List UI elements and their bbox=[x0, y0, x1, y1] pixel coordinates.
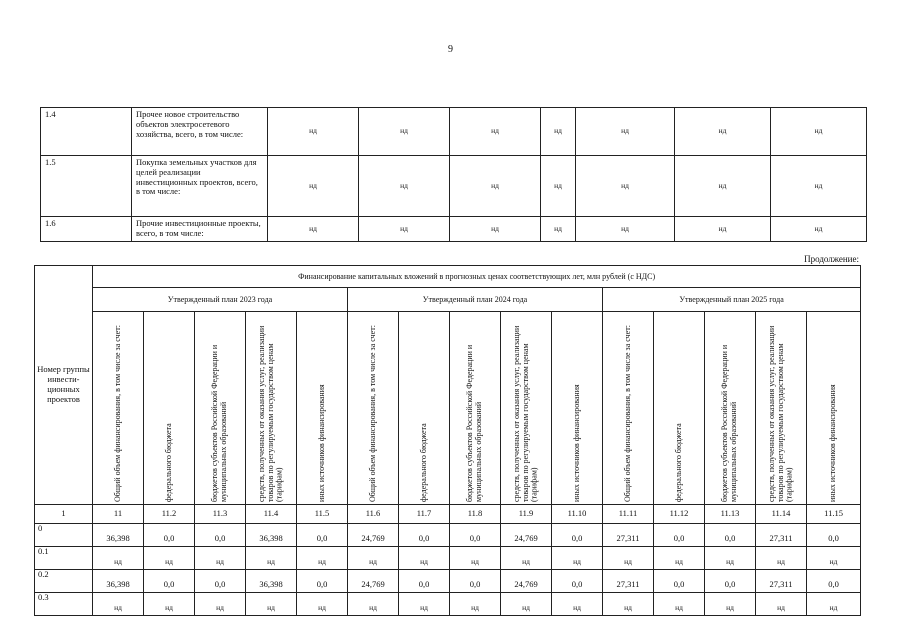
table-cell: 27,311 bbox=[756, 570, 807, 593]
table-cell: 27,311 bbox=[603, 524, 654, 547]
index-cell: 11.2 bbox=[144, 505, 195, 524]
table-cell: 0,0 bbox=[297, 570, 348, 593]
column-header bbox=[144, 312, 195, 505]
table-cell: нд bbox=[654, 593, 705, 616]
index-cell: 11.13 bbox=[705, 505, 756, 524]
top-table bbox=[40, 107, 867, 242]
table-cell: нд bbox=[195, 547, 246, 570]
table-cell: нд bbox=[246, 547, 297, 570]
table-cell: нд bbox=[654, 547, 705, 570]
column-header bbox=[348, 312, 399, 505]
index-cell: 1 bbox=[35, 505, 93, 524]
table-cell: нд bbox=[359, 108, 450, 156]
index-cell: 11.4 bbox=[246, 505, 297, 524]
row-name: Прочее новое строительство объектов электросетевого хозяйства, всего, в том числе: bbox=[132, 108, 268, 156]
index-cell: 11 bbox=[93, 505, 144, 524]
table-row bbox=[35, 547, 861, 570]
table-cell: нд bbox=[771, 108, 867, 156]
table-cell: 36,398 bbox=[246, 524, 297, 547]
column-header-label: федерального бюджета bbox=[673, 423, 683, 502]
page-number: 9 bbox=[448, 44, 453, 55]
column-header bbox=[807, 312, 861, 505]
row-label: 0.3 bbox=[35, 593, 93, 616]
continuation-label: Продолжение: bbox=[804, 254, 859, 264]
financing-header: Финансирование капитальных вложений в прогнозных ценах соответствующих лет, млн рублей (с НДС) bbox=[93, 266, 861, 288]
table-cell: нд bbox=[450, 547, 501, 570]
table-cell: нд bbox=[576, 108, 675, 156]
table-cell: нд bbox=[576, 156, 675, 217]
table-cell: нд bbox=[541, 108, 576, 156]
index-cell: 11.3 bbox=[195, 505, 246, 524]
table-cell: нд bbox=[268, 108, 359, 156]
index-cell: 11.7 bbox=[399, 505, 450, 524]
table-cell: нд bbox=[359, 217, 450, 242]
table-cell: нд bbox=[675, 217, 771, 242]
column-header-label: Общий объем финансирования, в том числе за счет: bbox=[367, 325, 377, 502]
row-number: 1.6 bbox=[41, 217, 132, 242]
row-name: Покупка земельных участков для целей реализации инвестиционных проектов, всего, в том числе: bbox=[132, 156, 268, 217]
table-cell: нд bbox=[450, 217, 541, 242]
table-cell: 0,0 bbox=[195, 524, 246, 547]
table-cell: нд bbox=[807, 547, 861, 570]
row-number: 1.5 bbox=[41, 156, 132, 217]
table-cell: нд bbox=[807, 593, 861, 616]
table-cell: 36,398 bbox=[93, 570, 144, 593]
table-cell: нд bbox=[576, 217, 675, 242]
financing-table bbox=[34, 265, 861, 616]
column-header bbox=[399, 312, 450, 505]
column-header-label: средств, полученных от оказания услуг, реализации товаров по регулируемым государством ценам (тарифам) bbox=[256, 325, 284, 502]
table-cell: нд bbox=[93, 547, 144, 570]
table-cell: нд bbox=[450, 108, 541, 156]
plan-2025-header: Утвержденный план 2025 года bbox=[603, 288, 861, 312]
table-cell: нд bbox=[771, 156, 867, 217]
column-header-label: иных источников финансирования bbox=[828, 384, 838, 502]
column-header bbox=[450, 312, 501, 505]
table-cell: нд bbox=[144, 547, 195, 570]
index-cell: 11.12 bbox=[654, 505, 705, 524]
index-cell: 11.8 bbox=[450, 505, 501, 524]
row-label: 0.1 bbox=[35, 547, 93, 570]
table-cell: нд bbox=[501, 593, 552, 616]
table-cell: нд bbox=[603, 593, 654, 616]
table-cell: 0,0 bbox=[297, 524, 348, 547]
index-cell: 11.9 bbox=[501, 505, 552, 524]
table-row bbox=[35, 593, 861, 616]
table-cell: нд bbox=[359, 156, 450, 217]
table-cell: нд bbox=[675, 156, 771, 217]
table-cell: нд bbox=[552, 547, 603, 570]
table-cell: нд bbox=[705, 547, 756, 570]
table-cell: нд bbox=[246, 593, 297, 616]
table-row bbox=[41, 156, 867, 217]
table-cell: 0,0 bbox=[807, 570, 861, 593]
plan-2024-header: Утвержденный план 2024 года bbox=[348, 288, 603, 312]
column-header bbox=[552, 312, 603, 505]
column-header-label: бюджетов субъектов Российской Федерации и муниципальных образований bbox=[210, 344, 228, 502]
table-cell: 0,0 bbox=[399, 570, 450, 593]
table-cell: 0,0 bbox=[705, 524, 756, 547]
table-cell: нд bbox=[348, 547, 399, 570]
row-number: 1.4 bbox=[41, 108, 132, 156]
column-header bbox=[654, 312, 705, 505]
column-header-label: Общий объем финансирования, в том числе за счет: bbox=[622, 325, 632, 502]
row-label: 0.2 bbox=[35, 570, 93, 593]
table-cell: 0,0 bbox=[144, 570, 195, 593]
index-cell: 11.15 bbox=[807, 505, 861, 524]
column-header bbox=[246, 312, 297, 505]
row-label: 0 bbox=[35, 524, 93, 547]
table-cell: 0,0 bbox=[399, 524, 450, 547]
table-cell: нд bbox=[348, 593, 399, 616]
table-cell: нд bbox=[756, 547, 807, 570]
table-cell: нд bbox=[541, 217, 576, 242]
column-header-label: иных источников финансирования bbox=[316, 384, 326, 502]
table-cell: 0,0 bbox=[705, 570, 756, 593]
table-cell: 0,0 bbox=[450, 570, 501, 593]
table-cell: нд bbox=[675, 108, 771, 156]
column-header bbox=[603, 312, 654, 505]
column-header-label: Общий объем финансирования, в том числе за счет: bbox=[112, 325, 122, 502]
table-cell: 24,769 bbox=[501, 570, 552, 593]
table-cell: нд bbox=[268, 156, 359, 217]
table-cell: нд bbox=[756, 593, 807, 616]
table-cell: нд bbox=[541, 156, 576, 217]
table-cell: 36,398 bbox=[93, 524, 144, 547]
table-cell: 0,0 bbox=[654, 570, 705, 593]
table-cell: нд bbox=[195, 593, 246, 616]
plan-2023-header: Утвержденный план 2023 года bbox=[93, 288, 348, 312]
column-header bbox=[195, 312, 246, 505]
table-row bbox=[41, 217, 867, 242]
table-cell: 0,0 bbox=[552, 570, 603, 593]
table-cell: нд bbox=[144, 593, 195, 616]
column-header bbox=[501, 312, 552, 505]
column-header-label: бюджетов субъектов Российской Федерации и муниципальных образований bbox=[720, 344, 738, 502]
table-cell: нд bbox=[552, 593, 603, 616]
index-cell: 11.6 bbox=[348, 505, 399, 524]
table-cell: нд bbox=[771, 217, 867, 242]
column-header-label: иных источников финансирования bbox=[571, 384, 581, 502]
table-cell: нд bbox=[450, 156, 541, 217]
table-row bbox=[41, 108, 867, 156]
table-cell: нд bbox=[93, 593, 144, 616]
table-cell: нд bbox=[705, 593, 756, 616]
table-cell: нд bbox=[603, 547, 654, 570]
table-cell: 0,0 bbox=[144, 524, 195, 547]
table-cell: 0,0 bbox=[552, 524, 603, 547]
table-cell: 0,0 bbox=[807, 524, 861, 547]
column-header-label: федерального бюджета bbox=[163, 423, 173, 502]
column-header bbox=[297, 312, 348, 505]
index-cell: 11.14 bbox=[756, 505, 807, 524]
row-name: Прочие инвестиционные проекты, всего, в том числе: bbox=[132, 217, 268, 242]
table-cell: 24,769 bbox=[501, 524, 552, 547]
table-cell: нд bbox=[399, 593, 450, 616]
table-cell: 27,311 bbox=[603, 570, 654, 593]
table-cell: нд bbox=[501, 547, 552, 570]
table-cell: 27,311 bbox=[756, 524, 807, 547]
column-header bbox=[93, 312, 144, 505]
table-cell: 0,0 bbox=[195, 570, 246, 593]
index-cell: 11.5 bbox=[297, 505, 348, 524]
table-cell: 36,398 bbox=[246, 570, 297, 593]
table-cell: 0,0 bbox=[450, 524, 501, 547]
table-cell: нд bbox=[399, 547, 450, 570]
table-cell: нд bbox=[450, 593, 501, 616]
table-cell: нд bbox=[268, 217, 359, 242]
table-row bbox=[35, 570, 861, 593]
index-cell: 11.11 bbox=[603, 505, 654, 524]
column-header-label: средств, полученных от оказания услуг, реализации товаров по регулируемым государством ценам (тарифам) bbox=[766, 325, 794, 502]
column-header-label: средств, полученных от оказания услуг, реализации товаров по регулируемым государством ценам (тарифам) bbox=[511, 325, 539, 502]
table-cell: 24,769 bbox=[348, 524, 399, 547]
column-header-label: федерального бюджета bbox=[418, 423, 428, 502]
table-cell: 0,0 bbox=[654, 524, 705, 547]
table-cell: 24,769 bbox=[348, 570, 399, 593]
column-header bbox=[756, 312, 807, 505]
column-header bbox=[705, 312, 756, 505]
index-cell: 11.10 bbox=[552, 505, 603, 524]
group-number-header: Номер группы инвести-ционных проектов bbox=[35, 266, 93, 505]
table-cell: нд bbox=[297, 593, 348, 616]
table-row bbox=[35, 524, 861, 547]
column-header-label: бюджетов субъектов Российской Федерации и муниципальных образований bbox=[465, 344, 483, 502]
table-cell: нд bbox=[297, 547, 348, 570]
